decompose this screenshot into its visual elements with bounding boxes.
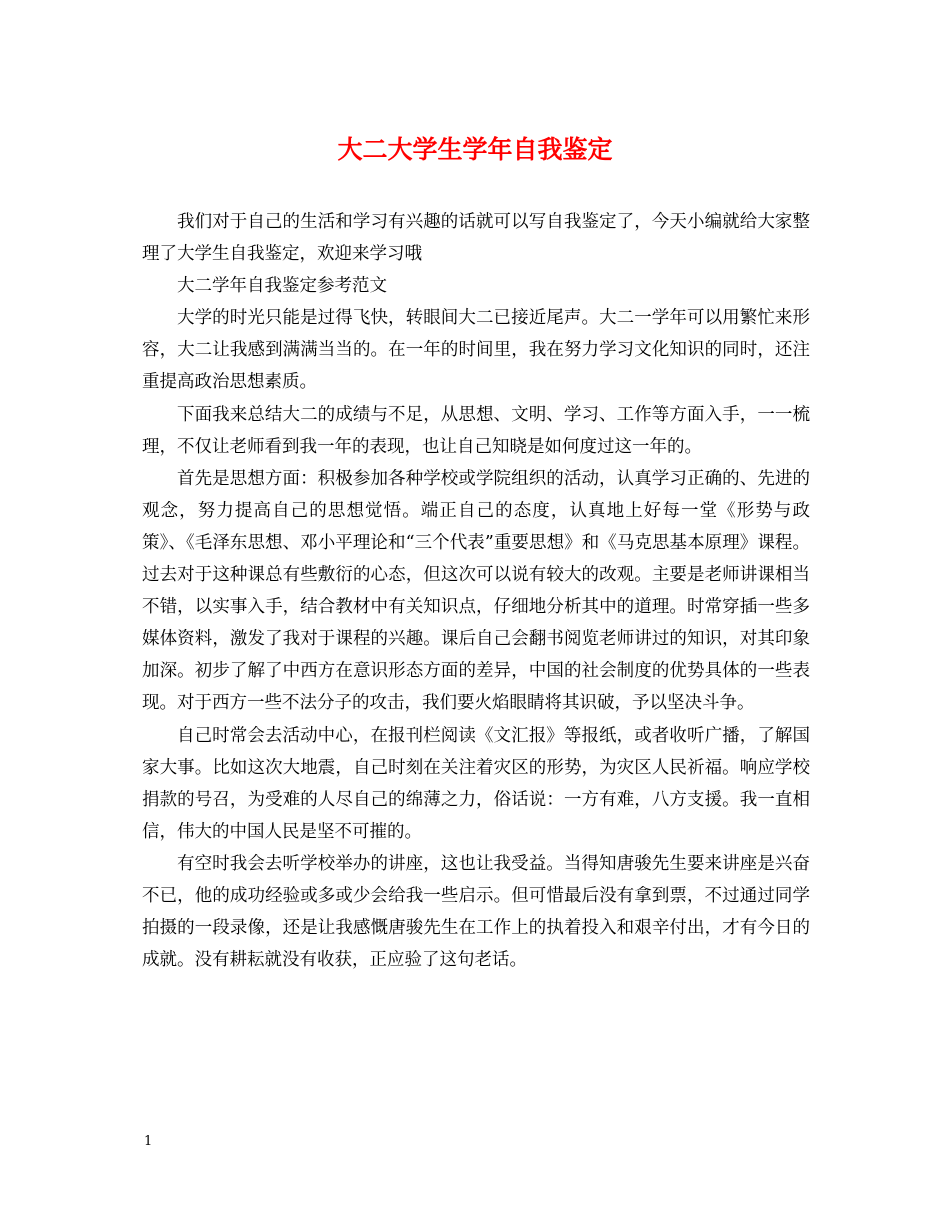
paragraph-3: 首先是思想方面：积极参加各种学校或学院组织的活动，认真学习正确的、先进的观念，努力提高自己的思想觉悟。端正自己的态度，认真地上好每一堂《形势与政策》、《毛泽东思想、邓小平理论和“三个代表”重要思想》和《马克思基本原理》课程。过去对于这种课总有些敷衍的心态，但这次可以说有较大的改观。主要是老师讲课相当不错，以实事入手，结合教材中有关知识点，仔细地分析其中的道理。时常穿插一些多媒体资料，激发了我对于课程的兴趣。课后自己会翻书阅览老师讲过的知识，对其印象加深。初步了解了中西方在意识形态方面的差异，中国的社会制度的优势具体的一些表现。对于西方一些不法分子的攻击，我们要火焰眼睛将其识破，予以坚决斗争。: [142, 468, 810, 714]
document-title: 大二大学生学年自我鉴定: [337, 135, 613, 164]
paragraph-subheading: 大二学年自我鉴定参考范文: [177, 276, 387, 297]
paragraph-4: 自己时常会去活动中心，在报刊栏阅读《文汇报》等报纸，或者收听广播，了解国家大事。比如这次大地震，自己时刻在关注着灾区的形势，为灾区人民祈福。响应学校捐款的号召，为受难的人尽自己的绵薄之力，俗话说：一方有难，八方支援。我一直相信，伟大的中国人民是坚不可摧的。: [142, 725, 810, 842]
paragraph-2: 下面我来总结大二的成绩与不足，从思想、文明、学习、工作等方面入手，一一梳理，不仅让老师看到我一年的表现，也让自己知晓是如何度过这一年的。: [142, 404, 810, 457]
document-body: [142, 206, 810, 976]
paragraph-5: 有空时我会去听学校举办的讲座，这也让我受益。当得知唐骏先生要来讲座是兴奋不已，他的成功经验或多或少会给我一些启示。但可惜最后没有拿到票，不过通过同学拍摄的一段录像，还是让我感慨唐骏先生在工作上的执着投入和艰辛付出，才有今日的成就。没有耕耘就没有收获，正应验了这句老话。: [142, 853, 810, 971]
paragraph-1: 大学的时光只能是过得飞快，转眼间大二已接近尾声。大二一学年可以用繁忙来形容，大二让我感到满满当当的。在一年的时间里，我在努力学习文化知识的同时，还注重提高政治思想素质。: [142, 308, 810, 393]
page-number: 1: [144, 1134, 153, 1149]
paragraph-intro: 我们对于自己的生活和学习有兴趣的话就可以写自我鉴定了，今天小编就给大家整理了大学生自我鉴定，欢迎来学习哦: [142, 212, 810, 265]
